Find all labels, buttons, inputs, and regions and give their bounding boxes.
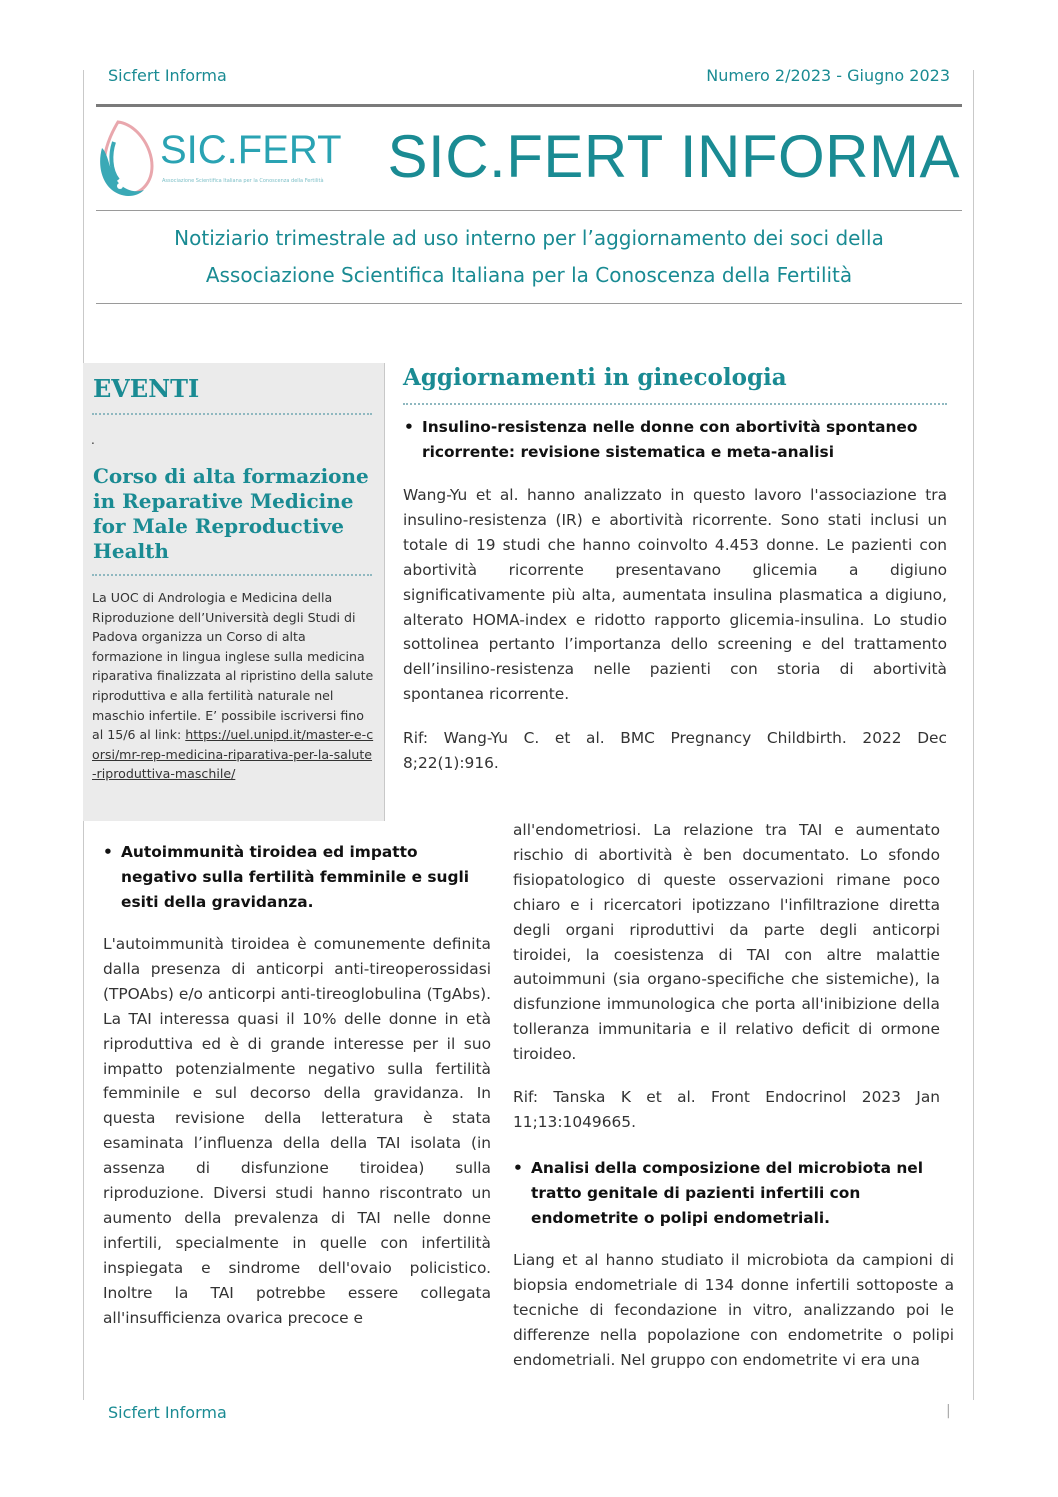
course-body-text: La UOC di Andrologia e Medicina della Riproduzione dell’Università degli Studi di Padova organizza un Corso di alta formazione in lingua inglese sulla medicina riparativa finalizzata al ripristino della salute riproduttiva e alla fertilità naturale nel maschio infertile. E’ possibile iscriversi fino al 15/6 al link:	[92, 590, 374, 743]
header-left-title: Sicfert Informa	[108, 66, 227, 85]
article2-body: L'autoimmunità tiroidea è comunemente definita dalla presenza di anticorpi anti-tireoperossidasi (TPOAbs) e/o anticorpi anti-tireoglobulina (TgAbs). La TAI interessa quasi il 10% delle donne in età riproduttiva ed è di grande interesse per il suo impatto potenzialmente negativo sulla fertilità femminile e sul decorso della gravidanza. In questa revisione della letteratura è stata esaminata l’influenza della della TAI isolata (in assenza di disfunzione tiroidea) sulla riproduzione. Diversi studi hanno riscontrato un aumento della prevalenza di TAI nelle donne infertili, specialmente in quelle con infertilità inspiegata e sindrome dell'ovaio policistico. Inoltre la TAI potrebbe essere collegata all'insufficienza ovarica precoce e	[103, 935, 491, 1327]
bullet-icon: •	[404, 418, 414, 436]
course-registration-link[interactable]: https://uel.unipd.it/master-e-corsi/mr-rep-medicina-riparativa-per-la-salute-riproduttiva-maschile/	[92, 727, 374, 782]
article1-title	[404, 415, 942, 465]
events-title-divider	[92, 413, 372, 415]
section-title-divider	[403, 403, 947, 405]
article1-title-text: Insulino-resistenza nelle donne con abortività spontaneo ricorrente: revisione sistematica e meta-analisi	[422, 418, 918, 461]
right-margin-line	[973, 70, 974, 1400]
course-divider	[92, 574, 372, 576]
article2-title-text: Autoimmunità tiroidea ed impatto negativo sulla fertilità femminile e sugli esiti della gravidanza.	[121, 843, 470, 911]
article1-reference: Rif: Wang-Yu C. et al. BMC Pregnancy Childbirth. 2022 Dec 8;22(1):916.	[403, 729, 947, 772]
bullet-icon: •	[103, 843, 113, 861]
events-dot: .	[91, 433, 95, 447]
article3-body: Liang et al hanno studiato il microbiota da campioni di biopsia endometriale di 134 donne infertili sottoposte a tecniche di fecondazione in vitro, analizzando poi le differenze nella popolazione con endometrite o polipi endometriali. Nel gruppo con endometrite vi era una	[513, 1251, 954, 1369]
masthead-rule	[96, 210, 962, 211]
article2-reference: Rif: Tanska K et al. Front Endocrinol 2023 Jan 11;13:1049665.	[513, 1088, 940, 1131]
tagline-line-1: Notiziario trimestrale ad uso interno per l’aggiornamento dei soci della	[174, 226, 884, 250]
article3-title	[513, 1156, 931, 1231]
footer-title: Sicfert Informa	[108, 1403, 227, 1422]
header-rule	[96, 104, 962, 107]
course-description	[92, 588, 374, 784]
tagline-rule	[96, 303, 962, 304]
bullet-icon: •	[513, 1159, 523, 1177]
article3-title-text: Analisi della composizione del microbiota nel tratto genitale di pazienti infertili con endometrite o polipi endometriali.	[531, 1159, 923, 1227]
sicfert-logo	[96, 118, 342, 203]
drop-logo-icon	[96, 118, 166, 203]
article1-body: Wang-Yu et al. hanno analizzato in questo lavoro l'associazione tra insulino-resistenza (IR) e abortività ricorrente. Sono stati inclusi un totale di 19 studi che hanno coinvolto 4.453 donne. Le pazienti con abortività ricorrente presentavano glicemia a digiuno significativamente più alta, aumentata insulina plasmatica a digiuno, alterato HOMA-index e ridotto rapporto glicemia-insulina. Lo studio sottolinea pertanto l’importanza dello screening e del trattamento dell’insilino-resistenza nelle pazienti con storia di abortività spontanea ricorrente.	[403, 486, 947, 704]
section-title: Aggiornamenti in ginecologia	[403, 364, 787, 391]
logo-subtitle: Associazione Scientifica Italiana per la Conoscenza della Fertilità	[162, 178, 324, 184]
header-issue-date: Numero 2/2023 - Giugno 2023	[706, 66, 950, 85]
tagline-line-2: Associazione Scientifica Italiana per la Conoscenza della Fertilità	[205, 263, 853, 287]
course-title: Corso di alta formazione in Reparative Medicine for Male Reproductive Health	[93, 464, 369, 563]
logo-wordmark: SIC.FERT	[160, 128, 342, 172]
article2-body-continued: all'endometriosi. La relazione tra TAI e aumentato rischio di abortività è ben documentato. Lo sfondo fisiopatologico di queste osservazioni rimane poco chiaro e i ricercatori ipotizzano l'infiltrazione diretta degli organi riproduttivi da parte degli anticorpi tiroidei, la coesistenza di TAI con altre malattie autoimmuni (sia organo-specifiche che sistemiche), la disfunzione immunologica che porta all'inibizione della tolleranza immunitaria e il relativo deficit di ormone tiroideo.	[513, 821, 940, 1064]
footer-page-marker: |	[946, 1403, 951, 1419]
events-title: EVENTI	[93, 374, 200, 403]
article2-title	[103, 840, 481, 915]
masthead-title: SIC.FERT INFORMA	[387, 123, 960, 190]
